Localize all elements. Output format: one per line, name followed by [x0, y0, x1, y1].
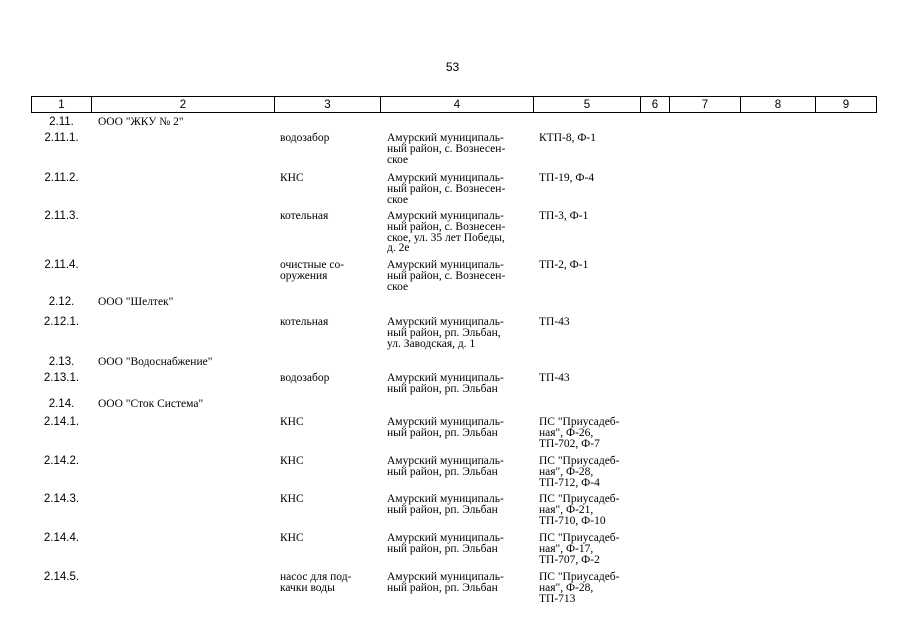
table-row — [31, 455, 871, 493]
object-type: КНС — [280, 416, 304, 428]
power-feed: ТП-2, Ф-1 — [539, 259, 589, 271]
table-row — [31, 493, 871, 532]
object-type: водозабор — [280, 132, 330, 144]
row-number: 2.11.3. — [44, 210, 79, 222]
address: Амурский муниципаль- ный район, с. Вознесен- ское, ул. 35 лет Победы, д. 2е — [387, 210, 506, 255]
address: Амурский муниципаль- ный район, рп. Эльбан — [387, 493, 504, 516]
power-feed: ТП-43 — [539, 316, 570, 328]
row-number: 2.12. — [48, 296, 75, 308]
object-type: котельная — [280, 316, 329, 328]
address: Амурский муниципаль- ный район, с. Вознесен- ское — [387, 172, 506, 206]
address: Амурский муниципаль- ный район, рп. Эльбан — [387, 455, 504, 478]
table-row — [31, 172, 871, 210]
row-number: 2.14.1. — [43, 416, 80, 428]
col-header-7: 7 — [670, 97, 741, 113]
row-number: 2.14.4. — [43, 532, 80, 544]
object-type: КНС — [280, 493, 304, 505]
power-feed: ПС "Приусадеб- ная", Ф-28, ТП-712, Ф-4 — [539, 455, 620, 489]
table-row — [31, 372, 871, 398]
organization-name: ООО "Сток Система" — [98, 398, 204, 410]
col-header-9: 9 — [816, 97, 877, 113]
organization-name: ООО "Водоснабжение" — [98, 356, 213, 368]
power-feed: ТП-43 — [539, 372, 570, 384]
object-type: насос для под- качки воды — [280, 571, 352, 594]
address: Амурский муниципаль- ный район, с. Вознесен- ское — [387, 259, 506, 293]
table-row — [31, 210, 871, 259]
row-number: 2.13. — [48, 356, 75, 368]
power-feed: ТП-19, Ф-4 — [539, 172, 595, 184]
column-header-row — [32, 97, 877, 113]
table-row — [31, 259, 871, 296]
col-header-6: 6 — [641, 97, 670, 113]
power-feed: ПС "Приусадеб- ная", Ф-26, ТП-702, Ф-7 — [539, 416, 620, 450]
col-header-8: 8 — [741, 97, 816, 113]
address: Амурский муниципаль- ный район, рп. Эльбан, ул. Заводская, д. 1 — [387, 316, 504, 350]
address: Амурский муниципаль- ный район, рп. Эльбан — [387, 372, 504, 395]
col-header-5: 5 — [534, 97, 641, 113]
table-row — [31, 571, 871, 611]
row-number: 2.11. — [49, 116, 74, 128]
table-row — [31, 116, 871, 132]
organization-name: ООО "ЖКУ № 2" — [98, 116, 184, 128]
col-header-2: 2 — [92, 97, 275, 113]
col-header-4: 4 — [381, 97, 534, 113]
power-feed: ПС "Приусадеб- ная", Ф-28, ТП-713 — [539, 571, 620, 605]
power-feed: ПС "Приусадеб- ная", Ф-17, ТП-707, Ф-2 — [539, 532, 620, 566]
row-number: 2.14.5. — [43, 571, 80, 583]
organization-name: ООО "Шелтек" — [98, 296, 174, 308]
object-type: котельная — [280, 210, 329, 222]
col-header-1: 1 — [32, 97, 92, 113]
table-row — [31, 316, 871, 356]
object-type: КНС — [280, 455, 304, 467]
address: Амурский муниципаль- ный район, с. Вознесен- ское — [387, 132, 506, 166]
table-row — [31, 416, 871, 455]
row-number: 2.13.1. — [43, 372, 80, 384]
column-header-table — [31, 96, 877, 113]
col-header-3: 3 — [275, 97, 381, 113]
table-row — [31, 132, 871, 172]
table-row — [31, 398, 871, 416]
object-type: очистные со- оружения — [280, 259, 345, 282]
page-number: 53 — [445, 60, 460, 74]
row-number: 2.11.4. — [44, 259, 79, 271]
address: Амурский муниципаль- ный район, рп. Эльбан — [387, 532, 504, 555]
power-feed: ПС "Приусадеб- ная", Ф-21, ТП-710, Ф-10 — [539, 493, 620, 527]
object-type: водозабор — [280, 372, 330, 384]
address: Амурский муниципаль- ный район, рп. Эльбан — [387, 571, 504, 594]
object-type: КНС — [280, 532, 304, 544]
power-feed: КТП-8, Ф-1 — [539, 132, 596, 144]
address: Амурский муниципаль- ный район, рп. Эльбан — [387, 416, 504, 439]
row-number: 2.14.3. — [43, 493, 80, 505]
row-number: 2.12.1. — [43, 316, 80, 328]
table-row — [31, 296, 871, 316]
object-type: КНС — [280, 172, 304, 184]
table-row — [31, 356, 871, 372]
row-number: 2.11.1. — [44, 132, 79, 144]
row-number: 2.14. — [48, 398, 75, 410]
table-row — [31, 532, 871, 571]
row-number: 2.14.2. — [43, 455, 80, 467]
power-feed: ТП-3, Ф-1 — [539, 210, 589, 222]
row-number: 2.11.2. — [44, 172, 79, 184]
